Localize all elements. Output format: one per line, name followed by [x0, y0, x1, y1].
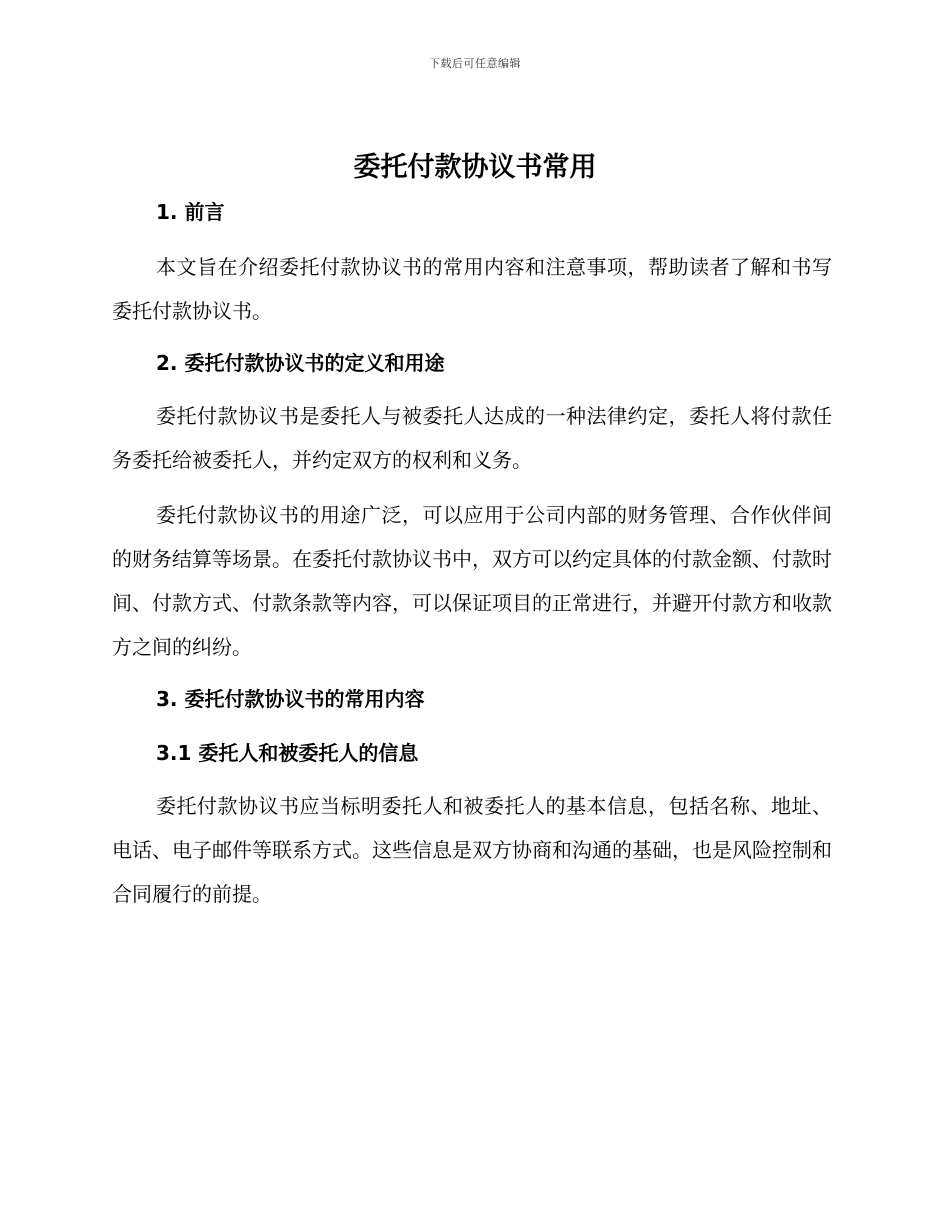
section-1-paragraph: 本文旨在介绍委托付款协议书的常用内容和注意事项，帮助读者了解和书写委托付款协议书。 [112, 255, 832, 323]
section-3-heading: 3. 委托付款协议书的常用内容 [156, 687, 425, 711]
section-2-paragraph-1: 委托付款协议书是委托人与被委托人达成的一种法律约定，委托人将付款任务委托给被委托人，并约定双方的权利和义务。 [112, 404, 832, 472]
section-3-1-heading: 3.1 委托人和被委托人的信息 [156, 741, 419, 765]
section-1-heading: 1. 前言 [156, 200, 225, 224]
document-title: 委托付款协议书常用 [353, 152, 597, 183]
header-note: 下载后可任意编辑 [429, 57, 521, 70]
section-2-paragraph-2: 委托付款协议书的用途广泛，可以应用于公司内部的财务管理、合作伙伴间的财务结算等场景。在委托付款协议书中，双方可以约定具体的付款金额、付款时间、付款方式、付款条款等内容，可以保证项目的正常进行，并避开付款方和收款方之间的纠纷。 [112, 503, 832, 659]
section-3-1-paragraph: 委托付款协议书应当标明委托人和被委托人的基本信息，包括名称、地址、电话、电子邮件等联系方式。这些信息是双方协商和沟通的基础，也是风险控制和合同履行的前提。 [112, 794, 832, 906]
section-2-heading: 2. 委托付款协议书的定义和用途 [156, 351, 445, 375]
document-body [112, 193, 832, 916]
